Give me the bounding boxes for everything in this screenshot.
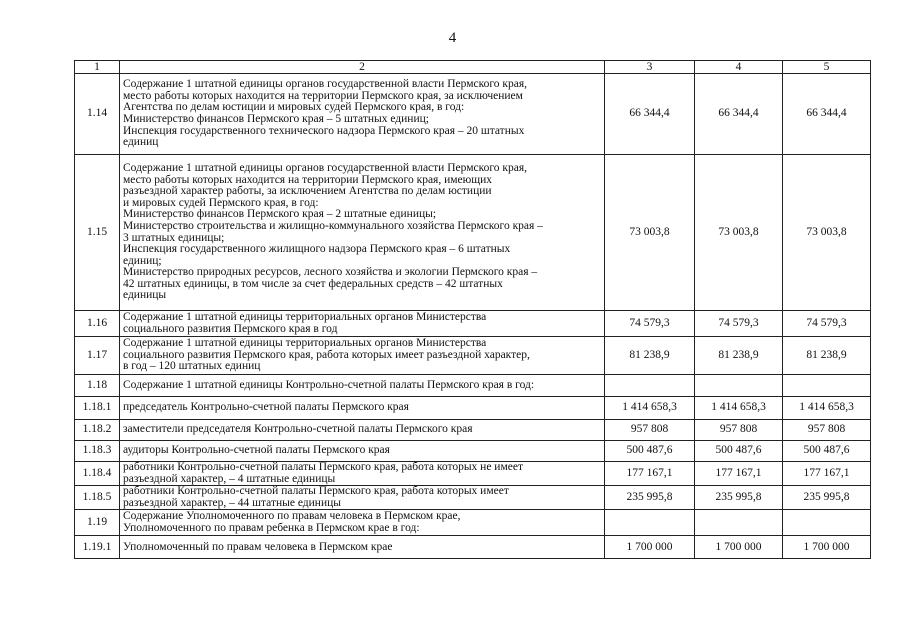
value-col-4: 957 808 [695,420,783,441]
table-row [75,311,871,337]
value-col-5: 235 995,8 [783,486,871,510]
value-col-4: 66 344,4 [695,74,783,155]
value-col-3: 73 003,8 [605,155,695,311]
value-col-4: 73 003,8 [695,155,783,311]
row-description: Содержание 1 штатной единицы территориальных органов Министерства социального развития Пермского края в год [120,311,605,337]
row-number: 1.18.2 [75,420,120,441]
header-col-4: 4 [695,61,783,74]
row-number: 1.14 [75,74,120,155]
row-description: работники Контрольно-счетной палаты Пермского края, работа которых не имеет разъездной характер, – 4 штатные единицы [120,462,605,486]
value-col-3: 81 238,9 [605,337,695,375]
value-col-5: 66 344,4 [783,74,871,155]
row-number: 1.18.4 [75,462,120,486]
value-col-3: 235 995,8 [605,486,695,510]
row-number: 1.15 [75,155,120,311]
row-description: Содержание 1 штатной единицы органов государственной власти Пермского края, место работы которых находится на территории Пермского края, за исключением Агентства по делам юстиции и мировых судей Пермского края, в год: Министерство финансов Пермского края – 5 штатных единиц; Инспекция государственного технического надзора Пермского края – 20 штатных единиц [120,74,605,155]
row-number: 1.18 [75,375,120,397]
value-col-5: 957 808 [783,420,871,441]
table-row [75,510,871,536]
table-row [75,74,871,155]
value-col-4: 177 167,1 [695,462,783,486]
row-number: 1.19 [75,510,120,536]
table-row [75,337,871,375]
row-description: Содержание Уполномоченного по правам человека в Пермском крае, Уполномоченного по правам ребенка в Пермском крае в год: [120,510,605,536]
row-description: председатель Контрольно-счетной палаты Пермского края [120,397,605,420]
value-col-3: 1 414 658,3 [605,397,695,420]
value-col-4: 1 700 000 [695,536,783,559]
row-number: 1.18.1 [75,397,120,420]
row-number: 1.17 [75,337,120,375]
table-row [75,536,871,559]
row-description: Содержание 1 штатной единицы Контрольно-счетной палаты Пермского края в год: [120,375,605,397]
value-col-4 [695,375,783,397]
value-col-4: 235 995,8 [695,486,783,510]
value-col-4 [695,510,783,536]
value-col-5: 1 414 658,3 [783,397,871,420]
table-row [75,155,871,311]
value-col-3 [605,375,695,397]
table-row [75,462,871,486]
header-col-1: 1 [75,61,120,74]
value-col-5: 81 238,9 [783,337,871,375]
value-col-5: 73 003,8 [783,155,871,311]
value-col-5 [783,510,871,536]
row-description: заместители председателя Контрольно-счетной палаты Пермского края [120,420,605,441]
row-description: работники Контрольно-счетной палаты Пермского края, работа которых имеет разъездной характер, – 44 штатные единицы [120,486,605,510]
value-col-4: 74 579,3 [695,311,783,337]
budget-table [74,60,871,559]
row-number: 1.19.1 [75,536,120,559]
header-col-3: 3 [605,61,695,74]
row-description: Уполномоченный по правам человека в Пермском крае [120,536,605,559]
value-col-5: 74 579,3 [783,311,871,337]
value-col-3: 177 167,1 [605,462,695,486]
row-number: 1.16 [75,311,120,337]
row-number: 1.18.3 [75,441,120,462]
table-row [75,420,871,441]
page-number: 4 [448,30,457,46]
value-col-3 [605,510,695,536]
value-col-4: 500 487,6 [695,441,783,462]
value-col-5: 1 700 000 [783,536,871,559]
value-col-4: 1 414 658,3 [695,397,783,420]
value-col-3: 500 487,6 [605,441,695,462]
header-col-5: 5 [783,61,871,74]
table-row [75,486,871,510]
value-col-3: 957 808 [605,420,695,441]
value-col-4: 81 238,9 [695,337,783,375]
value-col-5: 500 487,6 [783,441,871,462]
row-number: 1.18.5 [75,486,120,510]
value-col-5: 177 167,1 [783,462,871,486]
row-description: Содержание 1 штатной единицы органов государственной власти Пермского края, место работы которых находится на территории Пермского края, имеющих разъездной характер работы, за исключением Агентства по делам юстиции и мировых судей Пермского края, в год: Министерство финансов Пермского края – 2 штатные единицы; Министерство строительства и жилищно-коммунального хозяйства Пермского края – 3 штатных единицы; Инспекция государственного жилищного надзора Пермского края – 6 штатных единиц; Министерство природных ресурсов, лесного хозяйства и экологии Пермского края – 42 штатных единицы, в том числе за счет федеральных средств – 42 штатных единицы [120,155,605,311]
table-row [75,441,871,462]
value-col-3: 74 579,3 [605,311,695,337]
value-col-3: 1 700 000 [605,536,695,559]
row-description: Содержание 1 штатной единицы территориальных органов Министерства социального развития Пермского края, работа которых имеет разъездной характер, в год – 120 штатных единиц [120,337,605,375]
value-col-3: 66 344,4 [605,74,695,155]
row-description: аудиторы Контрольно-счетной палаты Пермского края [120,441,605,462]
header-row [75,61,871,74]
table-row [75,397,871,420]
table-row [75,375,871,397]
header-col-2: 2 [120,61,605,74]
value-col-5 [783,375,871,397]
